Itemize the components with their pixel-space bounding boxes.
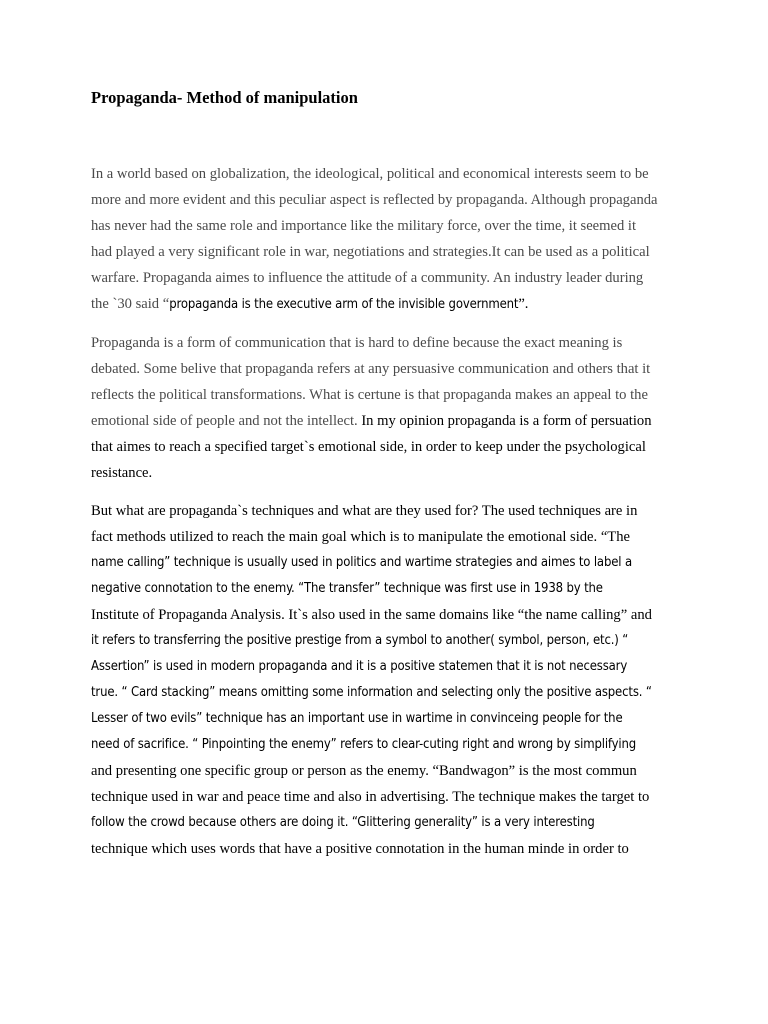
paragraph-1 — [91, 161, 691, 318]
document-body — [91, 161, 691, 874]
text-run: the `30 said “ — [91, 296, 170, 312]
text-line: true. “ Card stacking” means omitting some information and selecting only the positive aspects. “ — [91, 685, 652, 700]
text-line: resistance. — [91, 465, 153, 481]
text-run: ”. — [518, 296, 529, 312]
text-line: Institute of Propaganda Analysis. It`s also used in the same domains like “the name calling” and — [91, 607, 652, 623]
text-line: warfare. Propaganda aimes to influence the attitude of a community. An industry leader during — [91, 270, 644, 286]
text-line: Propaganda is a form of communication that is hard to define because the exact meaning is — [91, 335, 623, 351]
paragraph-3 — [91, 498, 691, 862]
text-line — [91, 408, 691, 434]
text-line: and presenting one specific group or person as the enemy. “Bandwagon” is the most commun — [91, 763, 637, 779]
paragraph-2 — [91, 330, 691, 486]
text-line: follow the crowd because others are doing it. “Glittering generality” is a very interesting — [91, 815, 595, 830]
text-line: more and more evident and this peculiar aspect is reflected by propaganda. Although propaganda — [91, 192, 658, 208]
text-line: technique which uses words that have a positive connotation in the human minde in order to — [91, 841, 629, 857]
document-title: Propaganda- Method of manipulation — [91, 88, 358, 107]
text-line — [91, 291, 691, 318]
text-run: emotional side of people and not the intellect. — [91, 413, 362, 429]
text-line: negative connotation to the enemy. “The transfer” technique was first use in 1938 by the — [91, 581, 603, 596]
opinion-text: In my opinion propaganda is a form of persuation — [361, 413, 652, 429]
text-line: In a world based on globalization, the ideological, political and economical interests seem to be — [91, 166, 649, 182]
quote-text: propaganda is the executive arm of the invisible government — [169, 297, 519, 312]
text-line: reflects the political transformations. What is certune is that propaganda makes an appeal to the — [91, 387, 648, 403]
text-line: But what are propaganda`s techniques and what are they used for? The used techniques are in — [91, 503, 638, 519]
text-line: technique used in war and peace time and also in advertising. The technique makes the target to — [91, 789, 650, 805]
text-line: has never had the same role and importance like the military force, over the time, it seemed it — [91, 218, 637, 234]
text-line: need of sacrifice. “ Pinpointing the enemy” refers to clear-cuting right and wrong by simplifying — [91, 737, 637, 752]
text-line: debated. Some belive that propaganda refers at any persuasive communication and others that it — [91, 361, 651, 377]
text-line: name calling” technique is usually used in politics and wartime strategies and aimes to label a — [91, 555, 632, 570]
text-line: that aimes to reach a specified target`s emotional side, in order to keep under the psychological — [91, 439, 646, 455]
text-line: it refers to transferring the positive prestige from a symbol to another( symbol, person, etc.) “ — [91, 633, 629, 648]
text-line: Lesser of two evils” technique has an important use in wartime in convinceing people for the — [91, 711, 623, 726]
text-line: fact methods utilized to reach the main goal which is to manipulate the emotional side. “The — [91, 529, 630, 545]
text-line: had played a very significant role in war, negotiations and strategies.It can be used as a political — [91, 244, 650, 260]
text-line: Assertion” is used in modern propaganda and it is a positive statemen that it is not necessary — [91, 659, 628, 674]
